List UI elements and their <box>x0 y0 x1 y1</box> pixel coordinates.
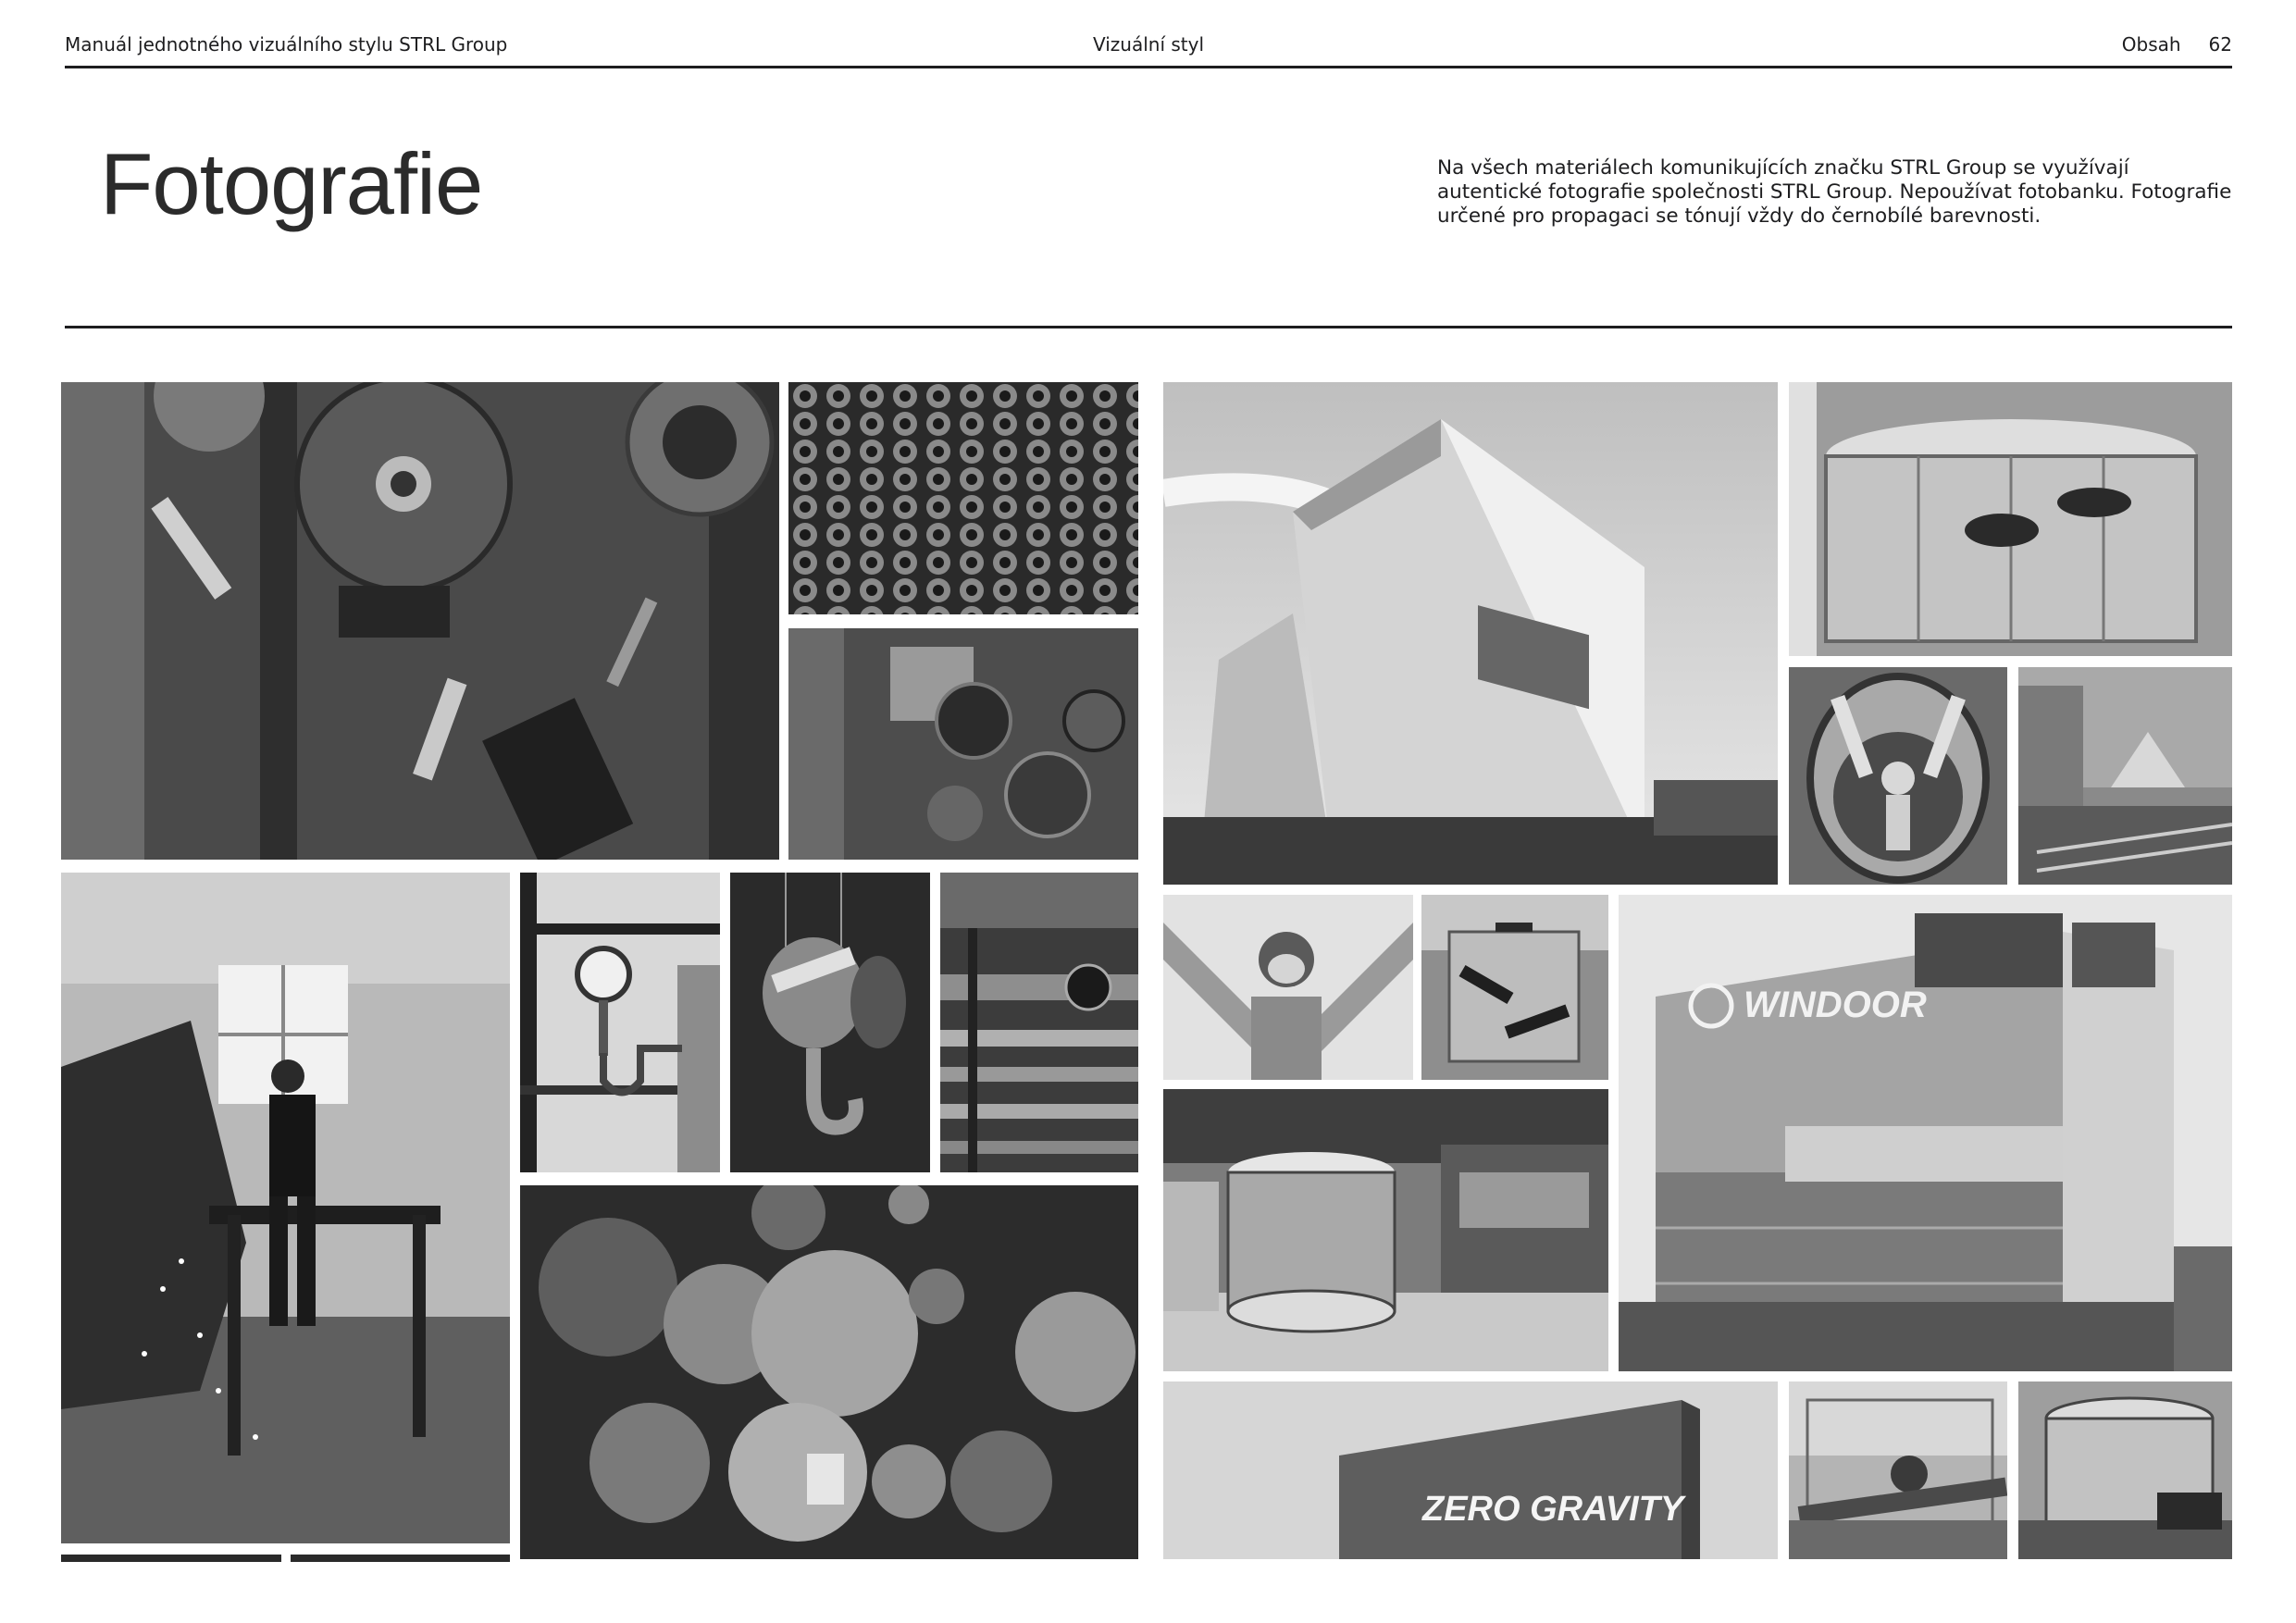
windoor-logo-text: WINDOOR <box>1744 985 1927 1025</box>
header-divider <box>65 66 2232 68</box>
photo-zero-gravity-building <box>1163 1381 1778 1559</box>
photo-smiling-flyer <box>1163 895 1413 1080</box>
photo-flyer-arms-up <box>1789 667 2007 885</box>
photo-tunnel-flyers <box>1421 895 1608 1080</box>
page-header <box>65 33 2232 65</box>
photo-strip-left <box>61 1555 281 1562</box>
photo-tools-workbench <box>61 382 779 860</box>
document-title: Manuál jednotného vizuálního stylu STRL Group <box>65 33 508 56</box>
photo-woman-flying <box>1789 1381 2007 1559</box>
photo-strip-right <box>291 1555 510 1562</box>
contents-link[interactable]: Obsah <box>2121 33 2181 56</box>
page-number: 62 <box>2208 33 2232 56</box>
photo-steel-round-bars <box>520 1185 1138 1559</box>
photo-tunnel-hall <box>1163 1089 1608 1371</box>
zero-gravity-text: ZERO GRAVITY <box>1422 1490 1684 1529</box>
photo-steel-pipes <box>940 873 1138 1172</box>
photo-pressure-gauge <box>520 873 720 1172</box>
page-title: Fotografie <box>100 135 483 232</box>
photo-abrasive-discs <box>788 628 1138 860</box>
section-title: Vizuální styl <box>1092 33 1205 56</box>
photo-welder <box>61 873 510 1543</box>
photo-nuts <box>788 382 1138 614</box>
intro-paragraph: Na všech materiálech komunikujících značku STRL Group se využívají autentické fotografie společnosti STRL Group. Nepoužívat fotobanku. Fotografie určené pro propagaci se tónují vždy do černobílé barevnosti. <box>1437 156 2232 228</box>
photo-tunnel-chamber <box>2018 1381 2232 1559</box>
photo-building-entrance <box>2018 667 2232 885</box>
photo-crane-hook <box>730 873 930 1172</box>
header-right <box>2122 33 2232 56</box>
section-divider <box>65 326 2232 328</box>
photo-wind-tunnel-interior <box>1789 382 2232 656</box>
photo-hifly-building <box>1163 382 1778 885</box>
photo-windoor-building <box>1619 895 2232 1371</box>
